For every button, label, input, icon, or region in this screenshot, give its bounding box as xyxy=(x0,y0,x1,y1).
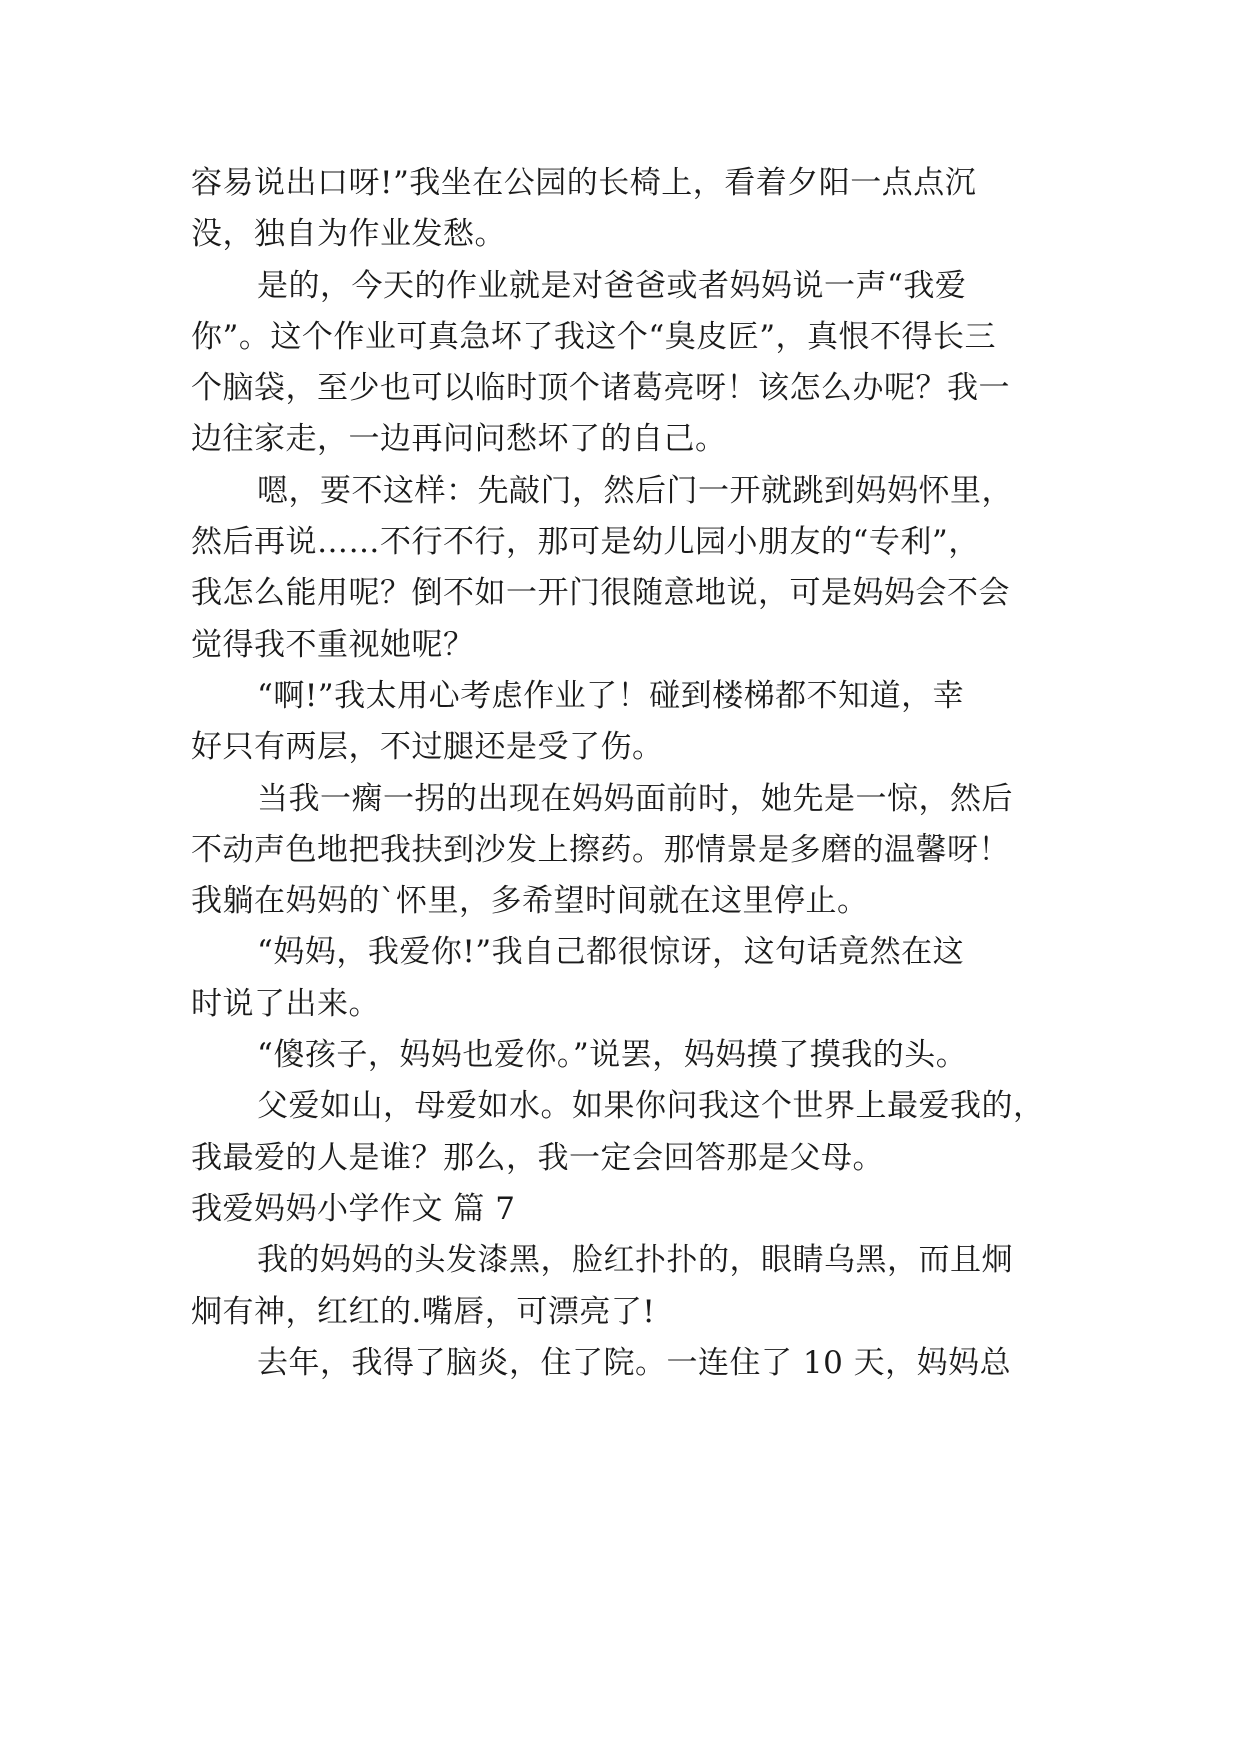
text-line: 去年，我得了脑炎，住了院。一连住了 10 天，妈妈总 xyxy=(257,1344,1012,1381)
text-line: 父爱如山，母爱如水。如果你问我这个世界上最爱我的， xyxy=(257,1088,1045,1125)
text-line: 没，独自为作业发愁。 xyxy=(191,216,506,253)
text-line: 我的妈妈的头发漆黑，脸红扑扑的，眼睛乌黑，而且炯 xyxy=(257,1242,1013,1279)
text-line: “傻孩子，妈妈也爱你。”说罢，妈妈摸了摸我的头。 xyxy=(257,1037,968,1074)
text-line: 嗯，要不这样：先敲门，然后门一开就跳到妈妈怀里， xyxy=(257,472,1013,509)
essay-text xyxy=(191,158,1061,1389)
text-line: 不动声色地把我扶到沙发上擦药。那情景是多磨的温馨呀！ xyxy=(191,831,1010,868)
text-line: 边往家走，一边再问问愁坏了的自己。 xyxy=(191,421,727,458)
text-line: “妈妈，我爱你!”我自己都很惊讶，这句话竟然在这 xyxy=(257,934,965,971)
section-heading: 我爱妈妈小学作文 篇 7 xyxy=(191,1190,516,1227)
text-line: 炯有神，红红的.嘴唇，可漂亮了! xyxy=(191,1293,656,1330)
text-line: 好只有两层，不过腿还是受了伤。 xyxy=(191,729,664,766)
text-line: 容易说出口呀!”我坐在公园的长椅上，看着夕阳一点点沉 xyxy=(191,165,977,201)
text-line: 时说了出来。 xyxy=(191,985,380,1022)
text-line: 你”。这个作业可真急坏了我这个“臭皮匠”，真恨不得长三 xyxy=(191,318,997,355)
text-line: “啊!”我太用心考虑作业了！碰到楼梯都不知道，幸 xyxy=(257,677,965,714)
text-line: 是的，今天的作业就是对爸爸或者妈妈说一声“我爱 xyxy=(257,267,967,304)
text-line: 然后再说……不行不行，那可是幼儿园小朋友的“专利”， xyxy=(191,524,980,561)
text-line: 个脑袋，至少也可以临时顶个诸葛亮呀！该怎么办呢？我一 xyxy=(191,370,1010,407)
text-line: 我最爱的人是谁？那么，我一定会回答那是父母。 xyxy=(191,1139,884,1176)
text-line: 我躺在妈妈的`怀里，多希望时间就在这里停止。 xyxy=(191,883,869,920)
text-line: 当我一瘸一拐的出现在妈妈面前时，她先是一惊，然后 xyxy=(257,780,1013,817)
text-line: 我怎么能用呢？倒不如一开门很随意地说，可是妈妈会不会 xyxy=(191,575,1010,612)
text-line: 觉得我不重视她呢？ xyxy=(191,626,475,663)
